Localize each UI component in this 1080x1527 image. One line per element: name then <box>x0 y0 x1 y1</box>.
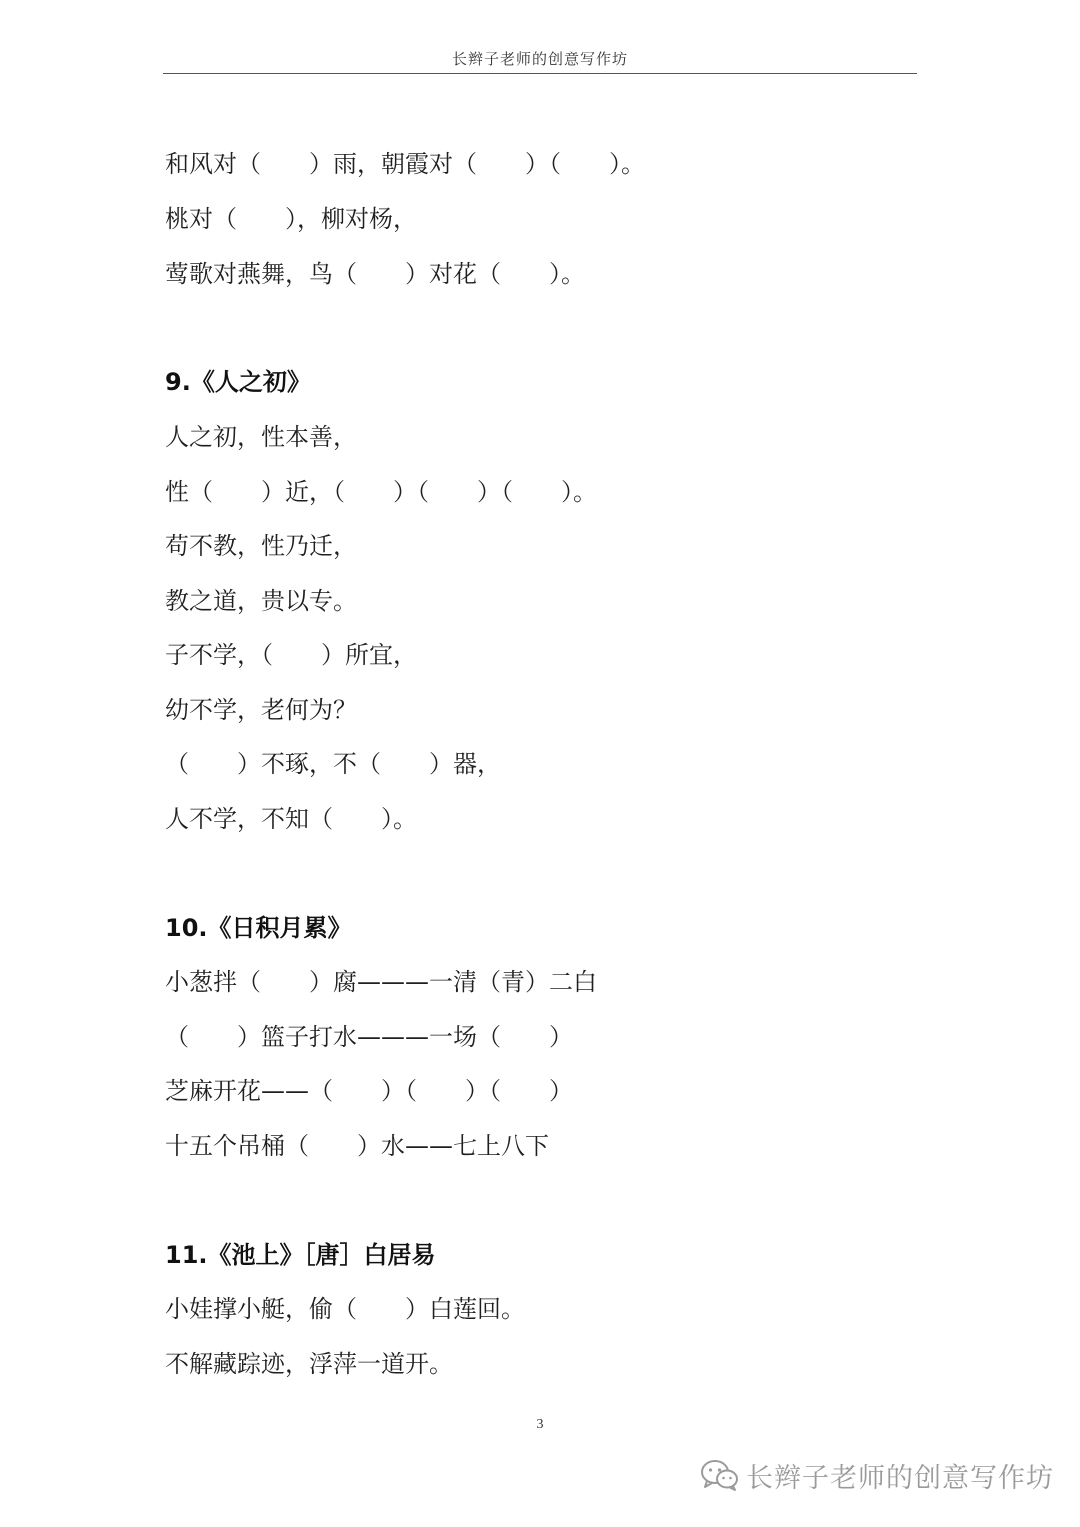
text-line: 桃对（ ），柳对杨， <box>165 205 417 233</box>
text-line: 十五个吊桶（ ）水——七上八下 <box>165 1132 549 1160</box>
text-line: 小娃撑小艇，偷（ ）白莲回。 <box>165 1295 525 1323</box>
text-line: 人不学，不知（ ）。 <box>165 805 417 833</box>
text-line: 性（ ）近，（ ）（ ）（ ）。 <box>165 478 597 506</box>
text-line: 和风对（ ）雨，朝霞对（ ）（ ）。 <box>165 150 645 178</box>
text-line: 小葱拌（ ）腐———一清（青）二白 <box>165 968 597 996</box>
text-line: 教之道，贵以专。 <box>165 587 357 615</box>
text-line: 苟不教，性乃迁， <box>165 532 357 560</box>
text-line: 不解藏踪迹，浮萍一道开。 <box>165 1350 453 1378</box>
watermark-text: 长辫子老师的创意写作坊 <box>746 1462 1054 1494</box>
wechat-icon <box>700 1458 740 1492</box>
section-heading: 10.《日积月累》 <box>165 914 352 942</box>
page-number: 3 <box>536 1417 544 1432</box>
text-line: 子不学，（ ）所宜， <box>165 641 417 669</box>
header-divider <box>163 73 917 74</box>
text-line: 人之初，性本善， <box>165 423 357 451</box>
watermark <box>700 1455 1060 1495</box>
section-heading: 11.《池上》［唐］白居易 <box>165 1241 436 1269</box>
text-line: 芝麻开花——（ ）（ ）（ ） <box>165 1077 573 1105</box>
text-line: 莺歌对燕舞，鸟（ ）对花（ ）。 <box>165 260 585 288</box>
text-line: （ ）篮子打水———一场（ ） <box>165 1023 573 1051</box>
text-line: 幼不学，老何为？ <box>165 696 357 724</box>
text-line: （ ）不琢，不（ ）器， <box>165 750 501 778</box>
section-heading: 9.《人之初》 <box>165 368 311 396</box>
page-header: 长辫子老师的创意写作坊 <box>451 50 628 68</box>
